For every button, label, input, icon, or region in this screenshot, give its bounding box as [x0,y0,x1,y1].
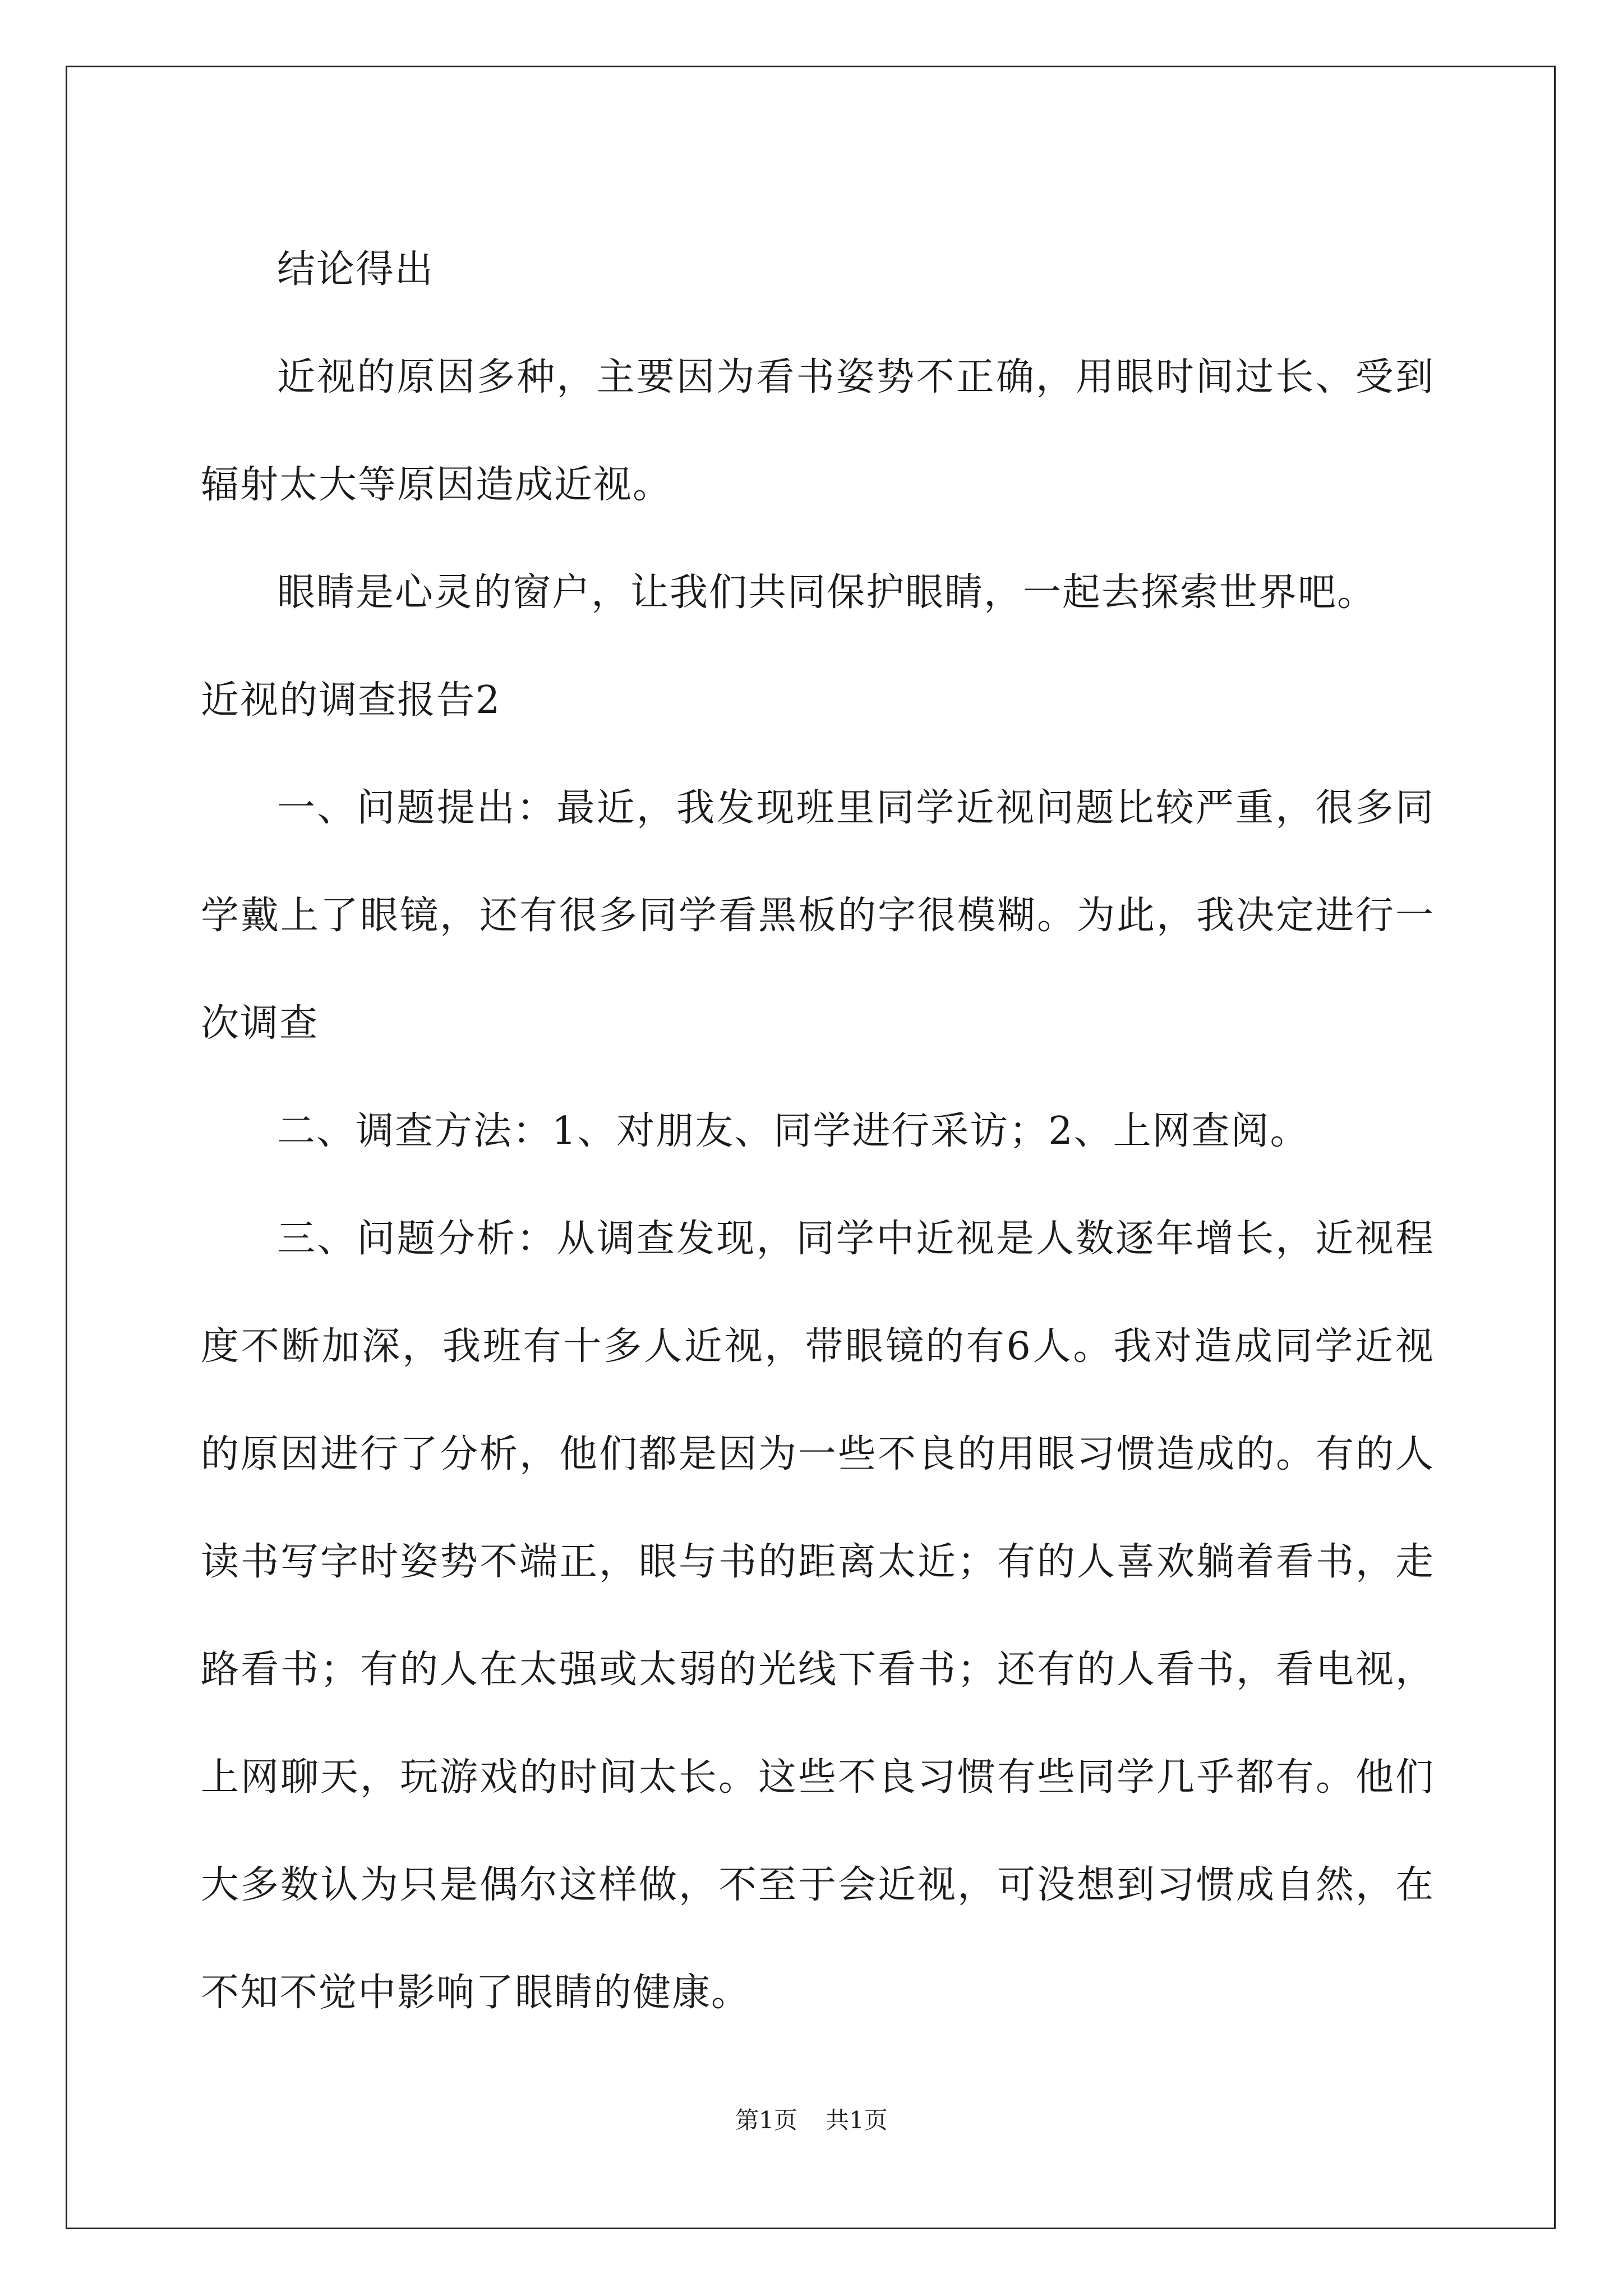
page-count: 共1页 [826,2106,888,2134]
paragraph-closing: 眼睛是心灵的窗户，让我们共同保护眼睛，一起去探索世界吧。 [277,570,1377,615]
paragraph-conclusion-heading: 结论得出 [277,247,435,292]
page-number: 第1页 [735,2106,797,2134]
page-footer [0,2104,1623,2137]
paragraph-problem: 一、问题提出：最近，我发现班里同学近视问题比较严重，很多同学戴上了眼镜，还有很多同学看黑板的字很模糊。为此，我决定进行一次调查 [201,786,1435,1046]
section-title: 近视的调查报告2 [201,678,501,723]
paragraph-method: 二、调查方法：1、对朋友、同学进行采访；2、上网查阅。 [277,1109,1310,1153]
paragraph-conclusion: 近视的原因多种，主要因为看书姿势不正确，用眼时间过长、受到辐射太大等原因造成近视。 [201,355,1435,507]
document-body [201,216,1435,2047]
paragraph-analysis: 三、问题分析：从调查发现，同学中近视是人数逐年增长，近视程度不断加深，我班有十多人近视，带眼镜的有6人。我对造成同学近视的原因进行了分析，他们都是因为一些不良的用眼习惯造成的。有的人读书写字时姿势不端正，眼与书的距离太近；有的人喜欢躺着看书，走路看书；有的人在太强或太弱的光线下看书；还有的人看书，看电视，上网聊天，玩游戏的时间太长。这些不良习惯有些同学几乎都有。他们大多数认为只是偶尔这样做，不至于会近视，可没想到习惯成自然，在不知不觉中影响了眼睛的健康。 [201,1217,1435,2015]
